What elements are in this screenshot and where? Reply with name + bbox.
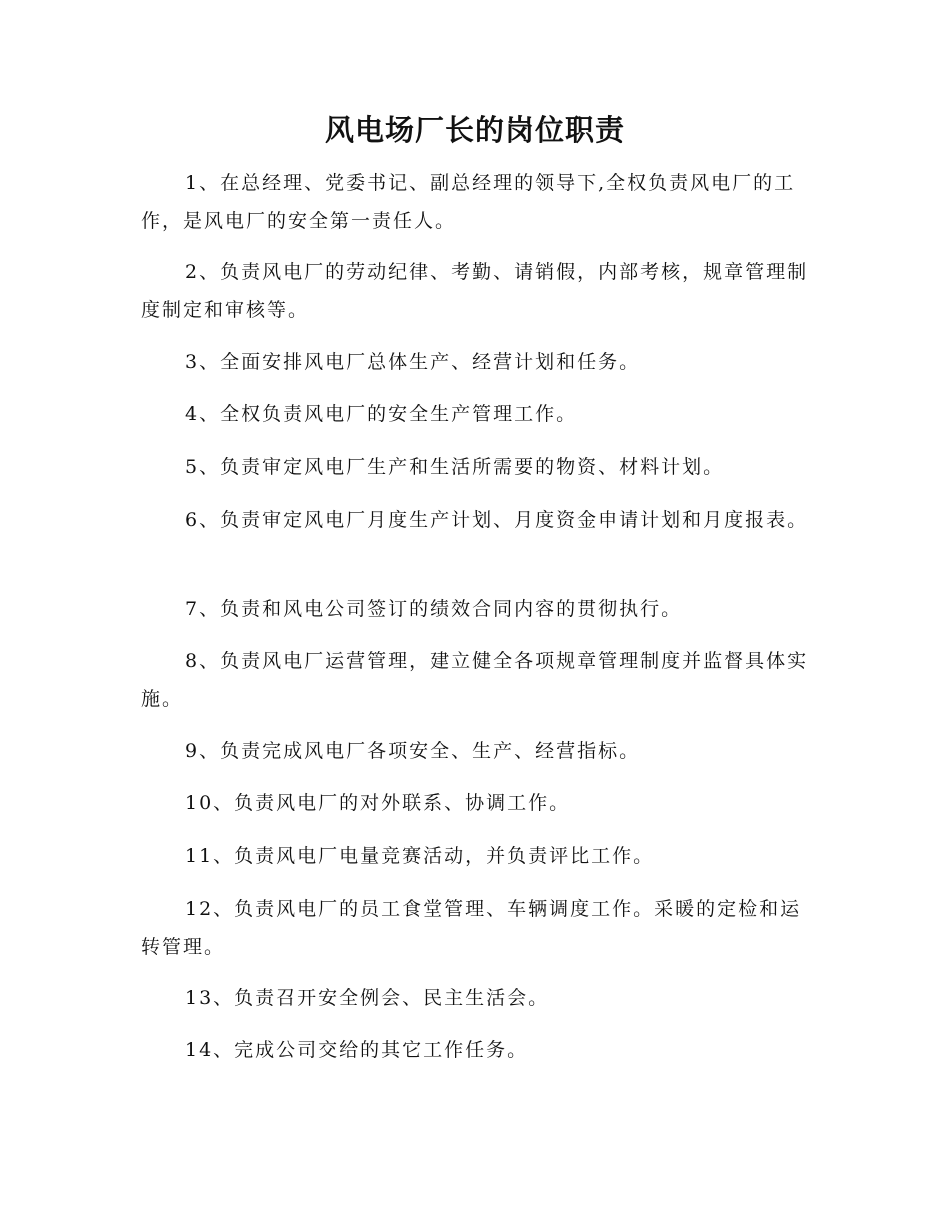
duty-item-1: 1、在总经理、党委书记、副总经理的领导下,全权负责风电厂的工作，是风电厂的安全第一责任人。: [141, 172, 796, 232]
duty-item-6: 6、负责审定风电厂月度生产计划、月度资金申请计划和月度报表。: [185, 509, 809, 531]
duty-item-3: 3、全面安排风电厂总体生产、经营计划和任务。: [185, 351, 641, 373]
duty-item-9: 9、负责完成风电厂各项安全、生产、经营指标。: [185, 740, 641, 762]
duty-item-10: 10、负责风电厂的对外联系、协调工作。: [185, 792, 571, 814]
duty-item-5: 5、负责审定风电厂生产和生活所需要的物资、材料计划。: [185, 456, 725, 478]
duty-item-4: 4、全权负责风电厂的安全生产管理工作。: [185, 403, 578, 425]
duty-item-14: 14、完成公司交给的其它工作任务。: [185, 1039, 529, 1061]
duty-item-13: 13、负责召开安全例会、民主生活会。: [185, 987, 550, 1009]
document-title: 风电场厂长的岗位职责: [324, 113, 625, 147]
duty-item-2: 2、负责风电厂的劳动纪律、考勤、请销假，内部考核，规章管理制度制定和审核等。: [141, 261, 809, 321]
duty-item-12: 12、负责风电厂的员工食堂管理、车辆调度工作。采暖的定检和运转管理。: [141, 898, 802, 958]
duty-item-8: 8、负责风电厂运营管理，建立健全各项规章管理制度并监督具体实施。: [141, 650, 809, 710]
duty-item-7: 7、负责和风电公司签订的绩效合同内容的贯彻执行。: [185, 598, 683, 620]
duty-item-11: 11、负责风电厂电量竞赛活动，并负责评比工作。: [185, 845, 655, 867]
